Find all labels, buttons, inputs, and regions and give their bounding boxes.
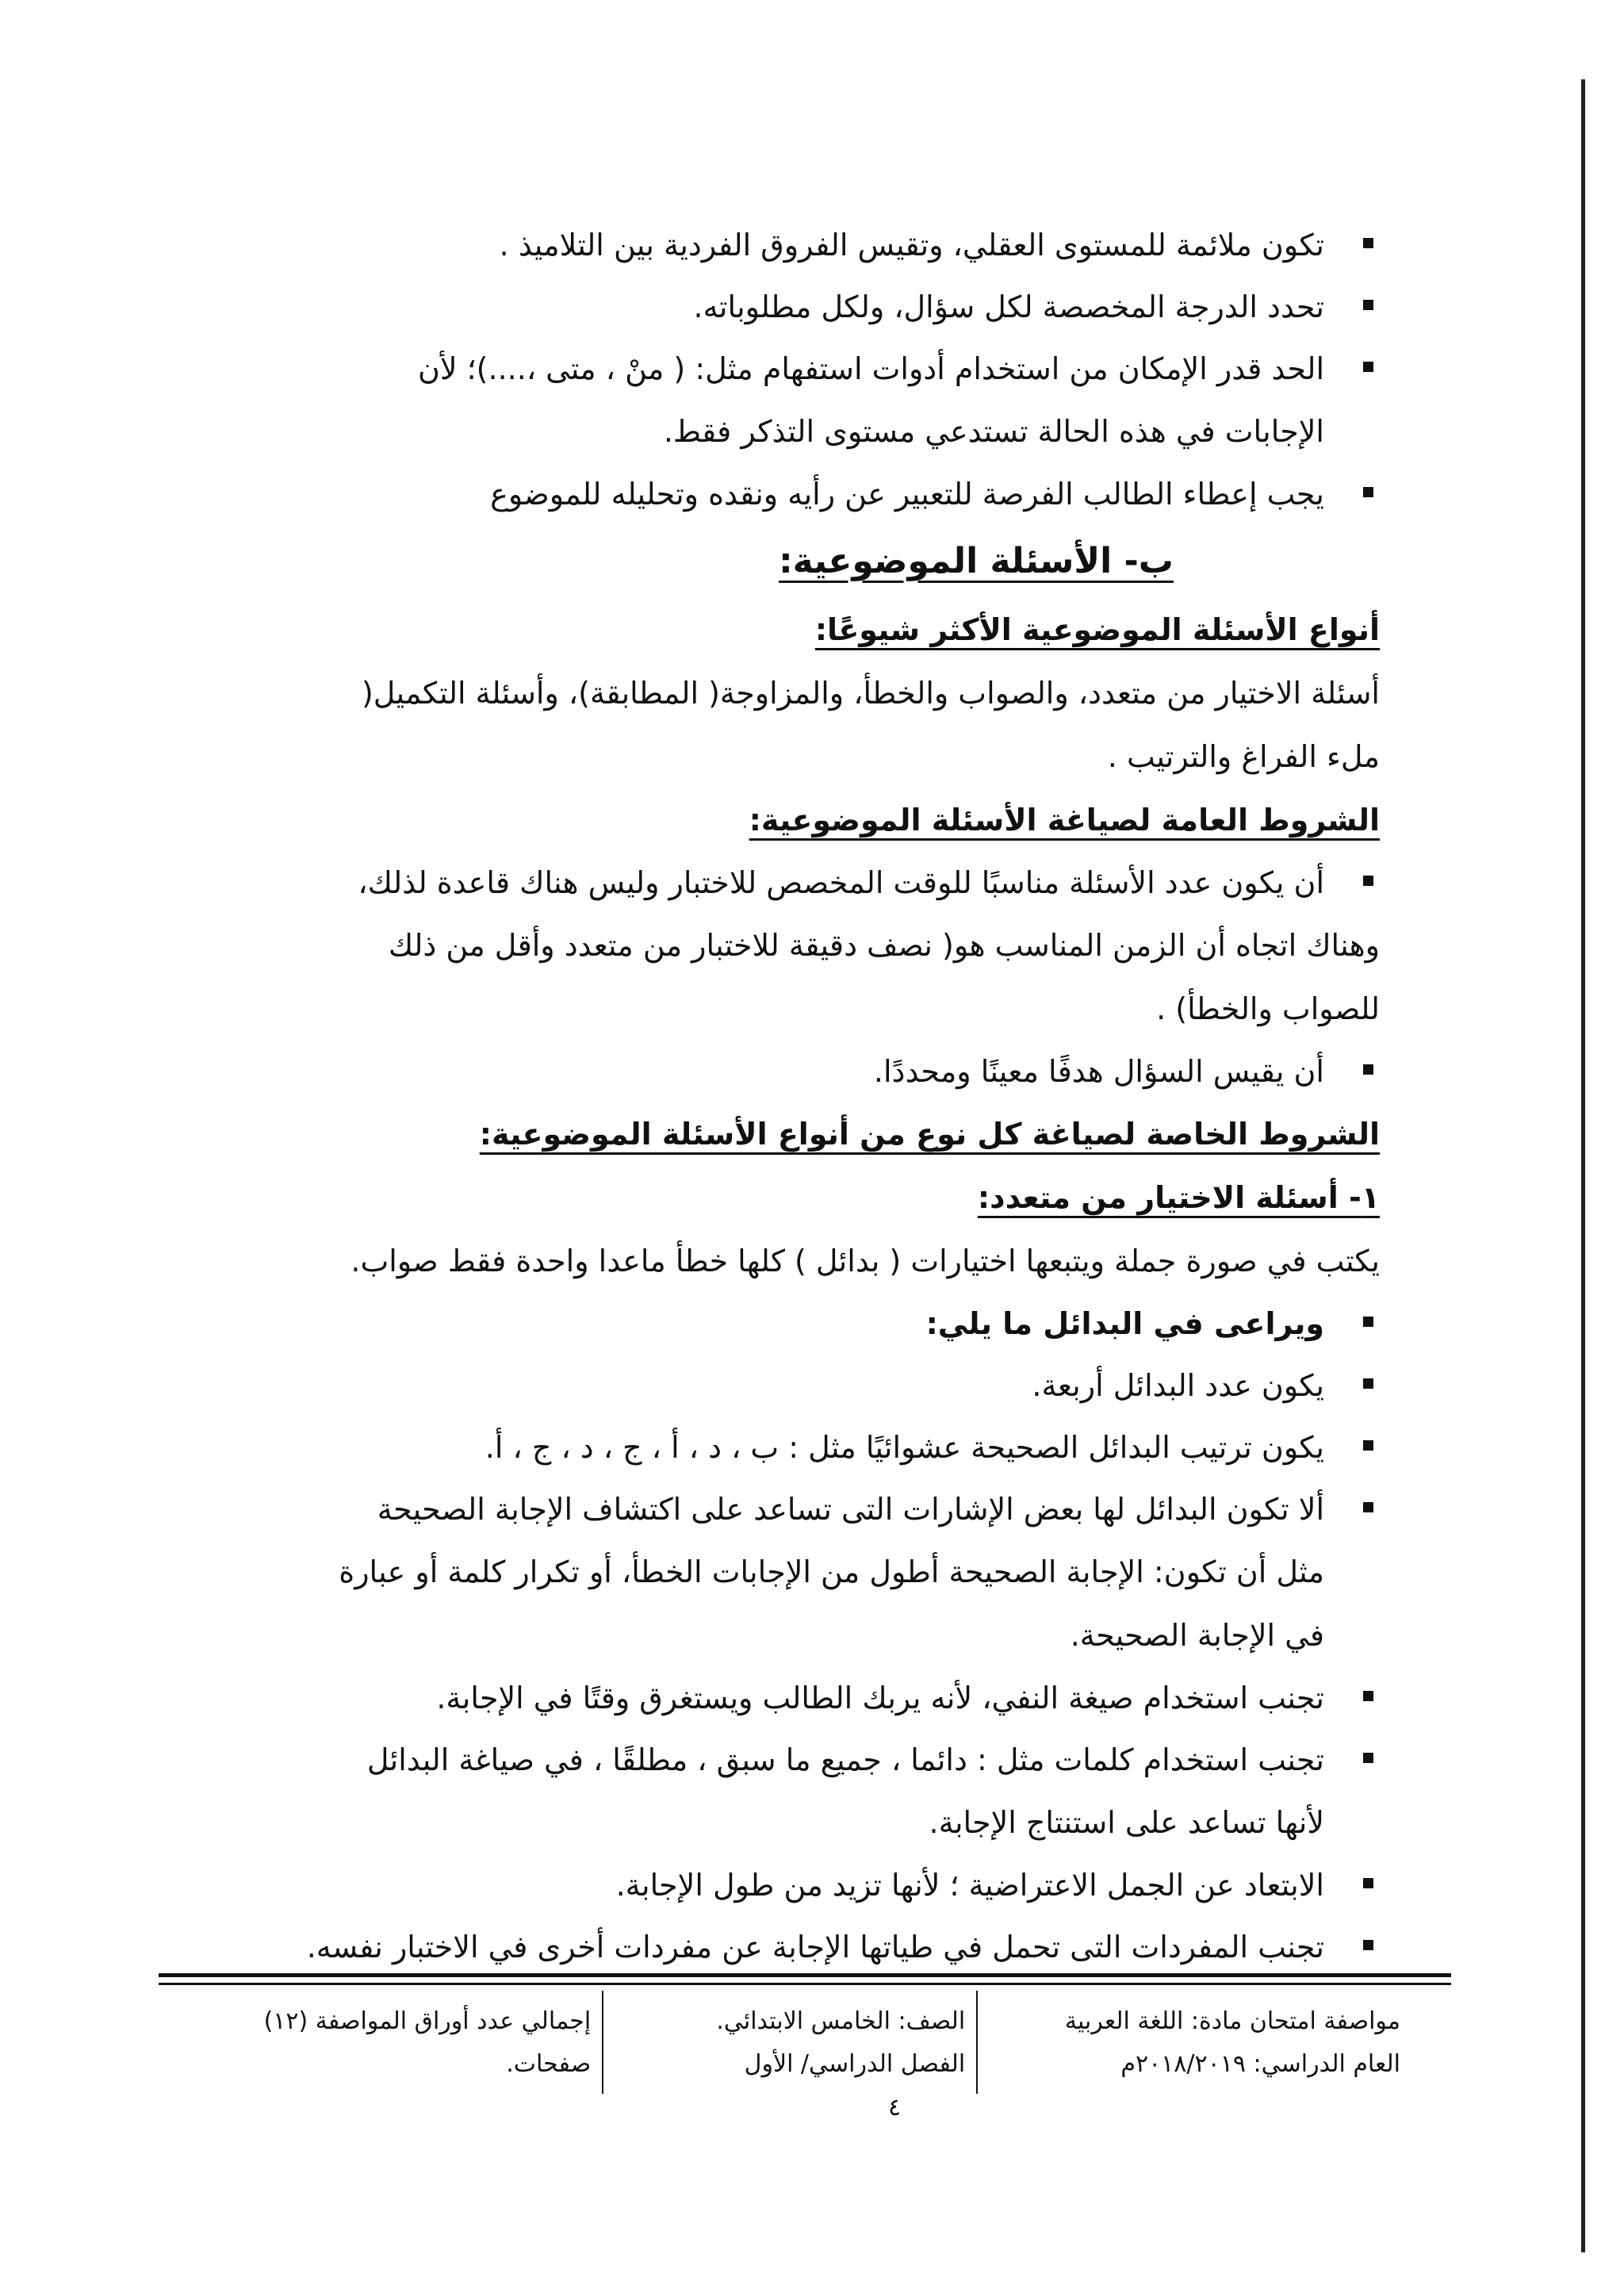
- square-bullet-icon: [1363, 876, 1373, 886]
- bullet-continuation: الإجابات في هذه الحالة تستدعي مستوى التذكر فقط.: [663, 414, 1324, 449]
- bullet-text: تجنب المفردات التى تحمل في طياتها الإجابة عن مفردات أخرى في الاختبار نفسه.: [306, 1930, 1324, 1964]
- square-bullet-icon: [1363, 1378, 1373, 1389]
- bullet-item: [285, 1916, 1380, 1978]
- footer-cell-subject: [978, 1991, 1411, 2094]
- bullet-text: أن يكون عدد الأسئلة مناسبًا للوقت المخصص للاختبار وليس هناك قاعدة لذلك،: [358, 865, 1324, 900]
- subheading-text: ١- أسئلة الاختيار من متعدد:: [977, 1180, 1380, 1215]
- subheading-general-conditions: [285, 788, 1380, 852]
- square-bullet-icon: [1363, 362, 1373, 372]
- square-bullet-icon: [1363, 1753, 1373, 1763]
- bullet-text: يجب إعطاء الطالب الفرصة للتعبير عن رأيه ونقده وتحليله للموضوع: [490, 477, 1324, 512]
- footer-cell-pages: [214, 1991, 602, 2094]
- bullet-item: [285, 1041, 1380, 1102]
- page-edge-line: [1581, 79, 1585, 2252]
- bullet-continuation: للصواب والخطأ) .: [1156, 991, 1380, 1026]
- bullet-item: [285, 463, 1380, 525]
- footer-spec-subject: مواصفة امتحان مادة: اللغة العربية: [1064, 2007, 1400, 2035]
- bullet-item: [285, 852, 1380, 914]
- bullet-text: تجنب استخدام صيغة النفي، لأنه يربك الطالب ويستغرق وقتًا في الإجابة.: [436, 1681, 1324, 1715]
- subheading-text: أنواع الأسئلة الموضوعية الأكثر شيوعًا:: [814, 612, 1380, 647]
- page-number: ٤: [888, 2094, 902, 2122]
- bullet-text: يكون عدد البدائل أربعة.: [1032, 1368, 1324, 1403]
- square-bullet-icon: [1363, 1317, 1373, 1327]
- subheading-special-conditions: [285, 1102, 1380, 1166]
- bullet-item: [285, 1355, 1380, 1416]
- square-bullet-icon: [1363, 1940, 1373, 1950]
- footer-semester: الفصل الدراسي/ الأول: [744, 2050, 966, 2078]
- footer-double-rule-bottom: [159, 1983, 1451, 1985]
- section-heading-text: ب- الأسئلة الموضوعية:: [779, 541, 1174, 581]
- subheading-types: [285, 598, 1380, 661]
- footer-cell-grade: [602, 1991, 978, 2094]
- bullet-text: أن يقيس السؤال هدفًا معينًا ومحددًا.: [873, 1054, 1324, 1089]
- square-bullet-icon: [1363, 300, 1373, 310]
- bullet-continuation: في الإجابة الصحيحة.: [1070, 1618, 1324, 1653]
- footer-grade: الصف: الخامس الابتدائي.: [716, 2007, 966, 2035]
- footer-double-rule-top: [159, 1973, 1451, 1977]
- bullet-text: الابتعاد عن الجمل الاعتراضية ؛ لأنها تزيد من طول الإجابة.: [615, 1868, 1324, 1903]
- bullet-text: تكون ملائمة للمستوى العقلي، وتقيس الفروق الفردية بين التلاميذ .: [499, 228, 1324, 263]
- bullet-text: ألا تكون البدائل لها بعض الإشارات التى تساعد على اكتشاف الإجابة الصحيحة: [377, 1492, 1324, 1527]
- bullet-text: يكون ترتيب البدائل الصحيحة عشوائيًا مثل : ب ، د ، أ ، ج ، د ، ج ، أ.: [485, 1430, 1324, 1465]
- footer-total-pages: إجمالي عدد أوراق المواصفة (١٢) صفحات.: [263, 2007, 592, 2078]
- subheading-mcq: [285, 1166, 1380, 1229]
- square-bullet-icon: [1363, 1691, 1373, 1701]
- paragraph: يكتب في صورة جملة ويتبعها اختيارات ( بدائل ) كلها خطأ ماعدا واحدة فقط صواب.: [350, 1244, 1380, 1278]
- bullet-item: [285, 276, 1380, 338]
- square-bullet-icon: [1363, 1878, 1373, 1888]
- subheading-text: الشروط العامة لصياغة الأسئلة الموضوعية:: [749, 803, 1380, 838]
- square-bullet-icon: [1363, 1064, 1373, 1075]
- square-bullet-icon: [1363, 1440, 1373, 1451]
- square-bullet-icon: [1363, 238, 1373, 248]
- bullet-text: الحد قدر الإمكان من استخدام أدوات استفهام مثل: ( منْ ، متى ،....)؛ لأن: [417, 351, 1324, 386]
- bullet-item: [285, 1293, 1380, 1355]
- paragraph: أسئلة الاختيار من متعدد، والصواب والخطأ، والمزاوجة( المطابقة)، وأسئلة التكميل(: [361, 676, 1380, 711]
- square-bullet-icon: [1363, 487, 1373, 497]
- page-content: [285, 214, 1380, 1978]
- bullet-item: [285, 214, 1380, 276]
- bullet-item: [285, 338, 1380, 400]
- subheading-text: الشروط الخاصة لصياغة كل نوع من أنواع الأسئلة الموضوعية:: [479, 1117, 1380, 1152]
- paragraph: ملء الفراغ والترتيب .: [1107, 739, 1380, 774]
- square-bullet-icon: [1363, 1502, 1373, 1512]
- bullet-text: تحدد الدرجة المخصصة لكل سؤال، ولكل مطلوباته.: [693, 289, 1324, 324]
- footer-school-year: العام الدراسي: ٢٠١٨/٢٠١٩م: [1120, 2050, 1400, 2078]
- footer-table: [214, 1991, 1411, 2094]
- bullet-text: ويراعى في البدائل ما يلي:: [925, 1306, 1324, 1341]
- bullet-item: [285, 1729, 1380, 1791]
- bullet-continuation: وهناك اتجاه أن الزمن المناسب هو( نصف دقيقة للاختبار من متعدد وأقل من ذلك: [388, 928, 1380, 963]
- bullet-item: [285, 1416, 1380, 1478]
- bullet-text: تجنب استخدام كلمات مثل : دائما ، جميع ما سبق ، مطلقًا ، في صياغة البدائل: [366, 1742, 1324, 1777]
- bullet-continuation: لأنها تساعد على استنتاج الإجابة.: [929, 1805, 1324, 1840]
- section-heading: [285, 525, 1380, 598]
- bullet-item: [285, 1854, 1380, 1916]
- bullet-item: [285, 1667, 1380, 1729]
- bullet-continuation: مثل أن تكون: الإجابة الصحيحة أطول من الإجابات الخطأ، أو تكرار كلمة أو عبارة: [339, 1554, 1324, 1589]
- bullet-item: [285, 1478, 1380, 1540]
